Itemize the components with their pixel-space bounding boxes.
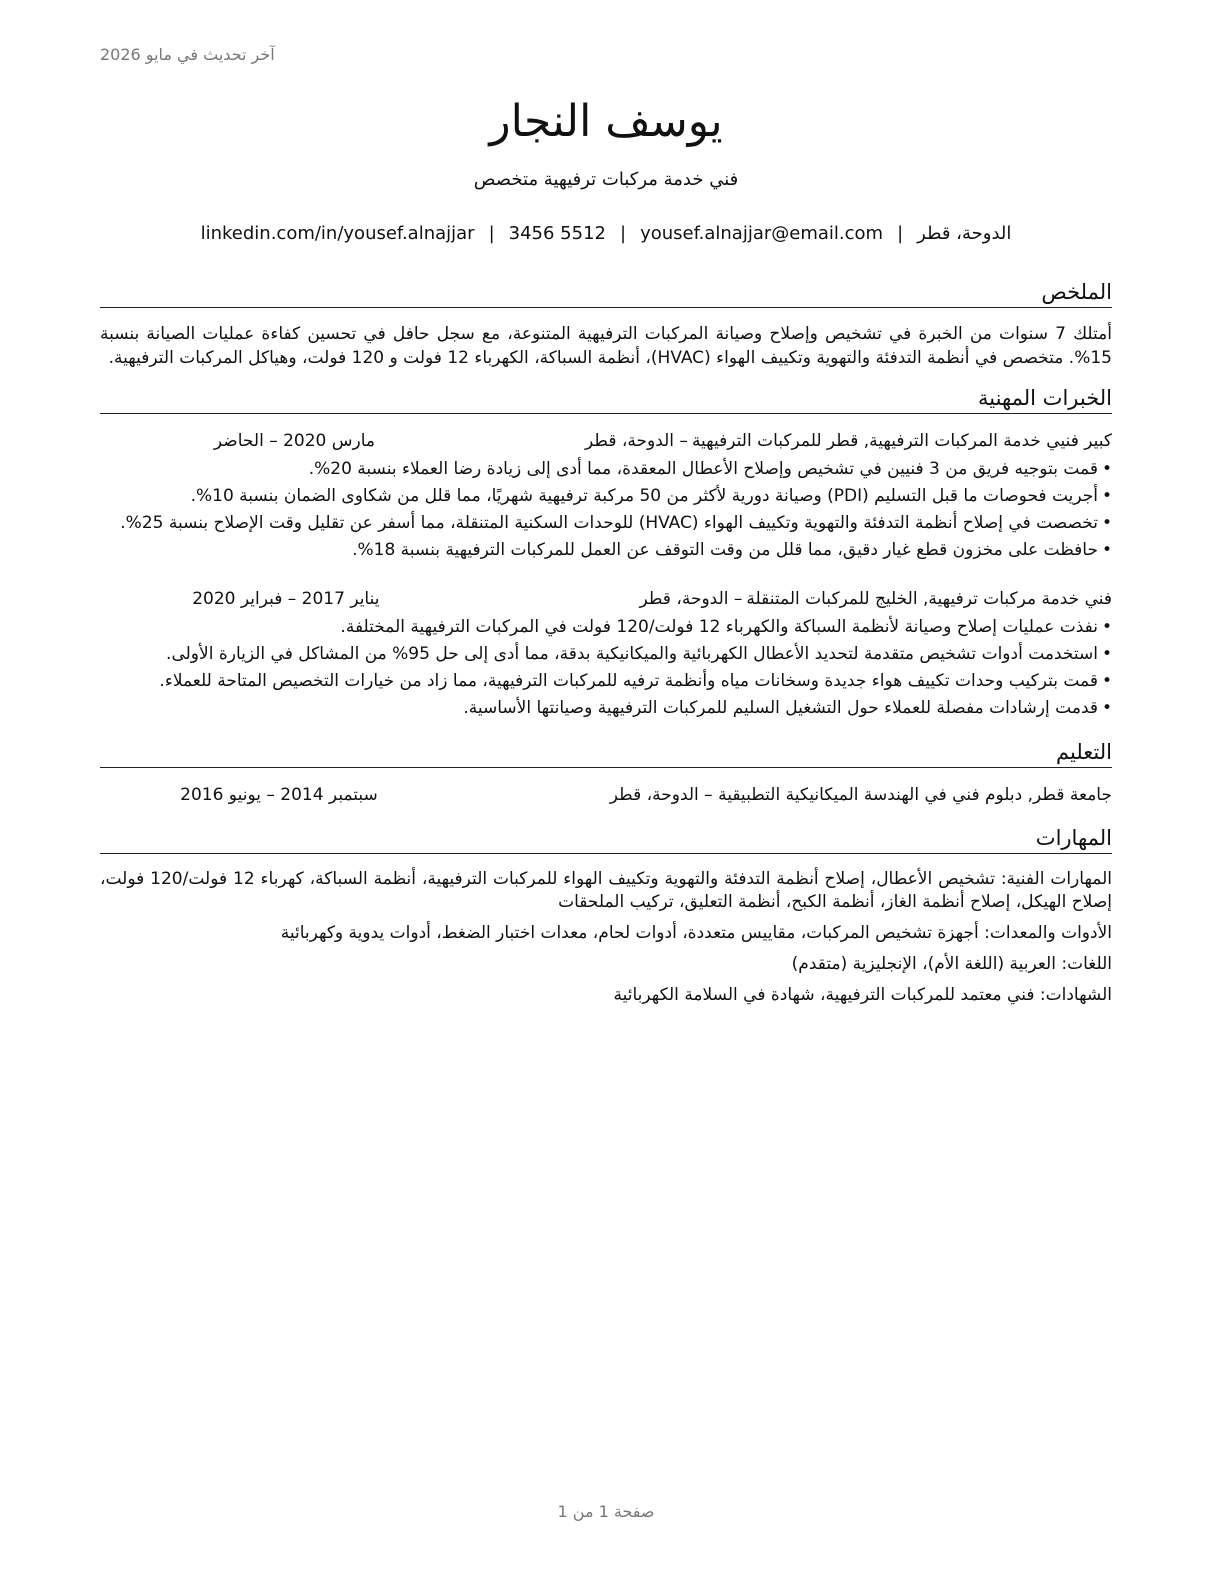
job-entry xyxy=(100,428,1112,562)
skills-section xyxy=(100,824,1112,1007)
list-item xyxy=(100,539,1112,562)
bullet-dot: • xyxy=(1101,671,1112,691)
contact-email[interactable]: yousef.alnajjar@email.com xyxy=(640,223,884,244)
bullet-text: حافظت على مخزون قطع غيار دقيق، مما قلل من وقت التوقف عن العمل للمركبات الترفيهية بنسبة 18%. xyxy=(352,540,1098,560)
bullet-dot: • xyxy=(1101,459,1112,479)
bullet-text: تخصصت في إصلاح أنظمة التدفئة والتهوية وتكييف الهواء (HVAC) للوحدات السكنية المتنقلة، مما أسفر عن تقليل وقت الإصلاح بنسبة 25%. xyxy=(120,513,1098,533)
bullet-text: قمت بتوجيه فريق من 3 فنيين في تشخيص وإصلاح الأعطال المعقدة، مما أدى إلى زيادة رضا العملاء بنسبة 20%. xyxy=(308,459,1098,479)
list-item xyxy=(100,697,1112,720)
contact-linkedin[interactable]: linkedin.com/in/yousef.alnajjar xyxy=(200,223,475,244)
bullet-dot: • xyxy=(1101,486,1112,506)
summary-section xyxy=(100,278,1112,370)
education-entry xyxy=(100,782,1112,808)
bullet-dot: • xyxy=(1101,540,1112,560)
job-location: – الدوحة، قطر xyxy=(585,431,688,451)
job-location: – الدوحة، قطر xyxy=(639,589,743,609)
education-section xyxy=(100,738,1112,808)
job-header xyxy=(100,586,1112,612)
experience-heading: الخبرات المهنية xyxy=(100,384,1112,414)
contact-location: الدوحة، قطر xyxy=(917,223,1012,244)
contact-phone[interactable]: 3456 5512 xyxy=(508,223,606,244)
contact-line xyxy=(100,222,1112,246)
skills-heading: المهارات xyxy=(100,824,1112,854)
candidate-title: فني خدمة مركبات ترفيهية متخصص xyxy=(473,169,739,190)
candidate-name: يوسف النجار xyxy=(489,96,723,147)
education-heading: التعليم xyxy=(100,738,1112,768)
education-institution: جامعة قطر, دبلوم فني في الهندسة الميكانيكية التطبيقية – الدوحة، قطر xyxy=(609,785,1112,805)
skill-line-languages: اللغات: العربية (اللغة الأم)، الإنجليزية (متقدم) xyxy=(791,954,1112,974)
summary-heading: الملخص xyxy=(100,278,1112,308)
bullet-text: نفذت عمليات إصلاح وصيانة لأنظمة السباكة والكهرباء 12 فولت/120 فولت في المركبات الترفيهية المختلفة. xyxy=(340,617,1098,637)
bullet-dot: • xyxy=(1101,644,1112,664)
bullet-text: قدمت إرشادات مفصلة للعملاء حول التشغيل السليم للمركبات الترفيهية وصيانتها الأساسية. xyxy=(463,698,1098,718)
contact-separator: | xyxy=(897,223,904,244)
skill-line-technical: المهارات الفنية: تشخيص الأعطال، إصلاح أنظمة التدفئة والتهوية وتكييف الهواء للمركبات الترفيهية، أنظمة السباكة، كهرباء 12 فولت/120 فولت، إصلاح الهيكل، إصلاح أنظمة الغاز، أنظمة الكبح، أنظمة التعليق، تركيب الملحقات xyxy=(100,869,1113,912)
job-bullets xyxy=(100,616,1112,720)
resume-page xyxy=(100,0,1112,1007)
list-item xyxy=(100,616,1112,639)
education-dates: سبتمبر 2014 – يونيو 2016 xyxy=(180,785,378,805)
job-entry xyxy=(100,586,1112,720)
bullet-dot: • xyxy=(1101,513,1112,533)
skill-line-certifications: الشهادات: فني معتمد للمركبات الترفيهية، شهادة في السلامة الكهربائية xyxy=(613,985,1112,1005)
list-item xyxy=(100,512,1112,535)
skill-line-tools: الأدوات والمعدات: أجهزة تشخيص المركبات، مقاييس متعددة، أدوات لحام، معدات اختبار الضغط، أدوات يدوية وكهربائية xyxy=(280,923,1112,943)
list-item xyxy=(100,485,1112,508)
summary-text: أمتلك 7 سنوات من الخبرة في تشخيص وإصلاح وصيانة المركبات الترفيهية المتنوعة، مع سجل حافل في تحسين كفاءة عمليات الصيانة بنسبة 15%. متخصص في أنظمة التدفئة والتهوية وتكييف الهواء (HVAC)، أنظمة السباكة، الكهرباء 12 فولت و 120 فولت، وهياكل المركبات الترفيهية. xyxy=(100,324,1112,368)
job-bullets xyxy=(100,458,1112,562)
contact-separator: | xyxy=(620,223,627,244)
list-item xyxy=(100,458,1112,481)
contact-separator: | xyxy=(488,223,495,244)
job-header xyxy=(100,428,1112,454)
experience-section xyxy=(100,384,1112,720)
list-item xyxy=(100,670,1112,693)
job-role-org: كبير فنيي خدمة المركبات الترفيهية, قطر للمركبات الترفيهية xyxy=(691,431,1112,451)
job-role-org: فني خدمة مركبات ترفيهية, الخليج للمركبات المتنقلة xyxy=(746,589,1112,609)
job-dates: يناير 2017 – فبراير 2020 xyxy=(192,589,380,609)
bullet-text: أجريت فحوصات ما قبل التسليم (PDI) وصيانة دورية لأكثر من 50 مركبة ترفيهية شهريًا، مما قلل من شكاوى الضمان بنسبة 10%. xyxy=(190,486,1098,506)
last-updated-note: آخر تحديث في مايو 2026 xyxy=(100,45,275,64)
page-number: صفحة 1 من 1 xyxy=(557,1502,655,1521)
job-dates: مارس 2020 – الحاضر xyxy=(213,431,376,451)
bullet-dot: • xyxy=(1101,698,1112,718)
bullet-text: قمت بتركيب وحدات تكييف هواء جديدة وسخانات مياه وأنظمة ترفيه للمركبات الترفيهية، مما زاد من خيارات التخصيص المتاحة للعملاء. xyxy=(159,671,1098,691)
bullet-dot: • xyxy=(1101,617,1112,637)
list-item xyxy=(100,643,1112,666)
bullet-text: استخدمت أدوات تشخيص متقدمة لتحديد الأعطال الكهربائية والميكانيكية بدقة، مما أدى إلى حل 95% من المشاكل في الزيارة الأولى. xyxy=(166,644,1098,664)
